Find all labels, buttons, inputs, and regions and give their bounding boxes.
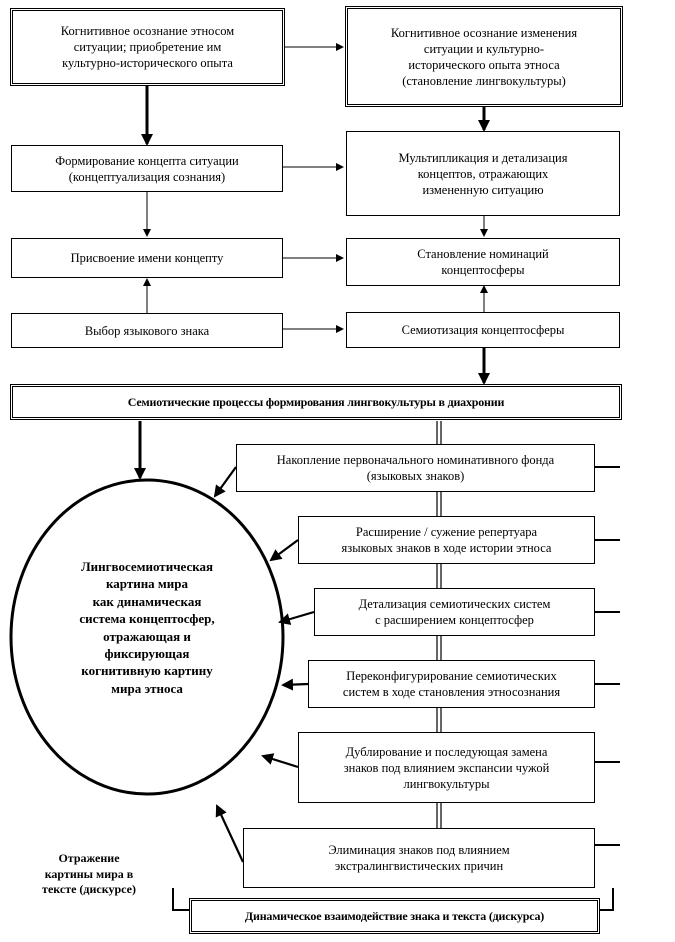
box-multiplication: Мультипликация и детализация концептов, отражающих измененную ситуацию [346,131,620,216]
arrow-step2-to-ellipse [271,540,298,560]
box-sign-choice: Выбор языкового знака [11,313,283,348]
arrow-step4-to-ellipse [283,684,308,685]
arrow-step1-to-ellipse [215,467,236,496]
banner-sign-text-interaction: Динамическое взаимодействие знака и текста (дискурса) [189,898,600,934]
box-semiotization: Семиотизация концептосферы [346,312,620,348]
box-cognitive-awareness: Когнитивное осознание этносом ситуации; приобретение им культурно-исторического опыта [10,8,285,86]
arrow-step3-to-ellipse [280,612,314,622]
box-concept-formation: Формирование концепта ситуации (концептуализация сознания) [11,145,283,192]
reflection-caption: Отражение картины мира в тексте (дискурсе) [42,851,136,896]
arrow-step5-to-ellipse [263,756,298,767]
ellipse-label: Лингвосемиотическая картина мира как динамическая система концептосфер, отражающая и фиксирующая когнитивную картину мира этноса [79,559,215,696]
process-step-6: Элиминация знаков под влиянием экстралингвистических причин [243,828,595,888]
process-step-2: Расширение / сужение репертуара языковых знаков в ходе истории этноса [298,516,595,564]
process-step-5: Дублирование и последующая замена знаков под влиянием экспансии чужой лингвокультуры [298,732,595,803]
box-cognitive-change: Когнитивное осознание изменения ситуации и культурно- исторического опыта этноса (становление лингвокультуры) [345,6,623,107]
arrow-step6-to-ellipse [217,806,243,862]
banner-semiotic-processes: Семиотические процессы формирования лингвокультуры в диахронии [10,384,622,420]
process-step-3: Детализация семиотических систем с расширением концептосфер [314,588,595,636]
process-step-1: Накопление первоначального номинативного фонда (языковых знаков) [236,444,595,492]
box-nomination: Становление номинаций концептосферы [346,238,620,286]
process-step-4: Переконфигурирование семиотических систем в ходе становления этносознания [308,660,595,708]
box-naming-concept: Присвоение имени концепту [11,238,283,278]
